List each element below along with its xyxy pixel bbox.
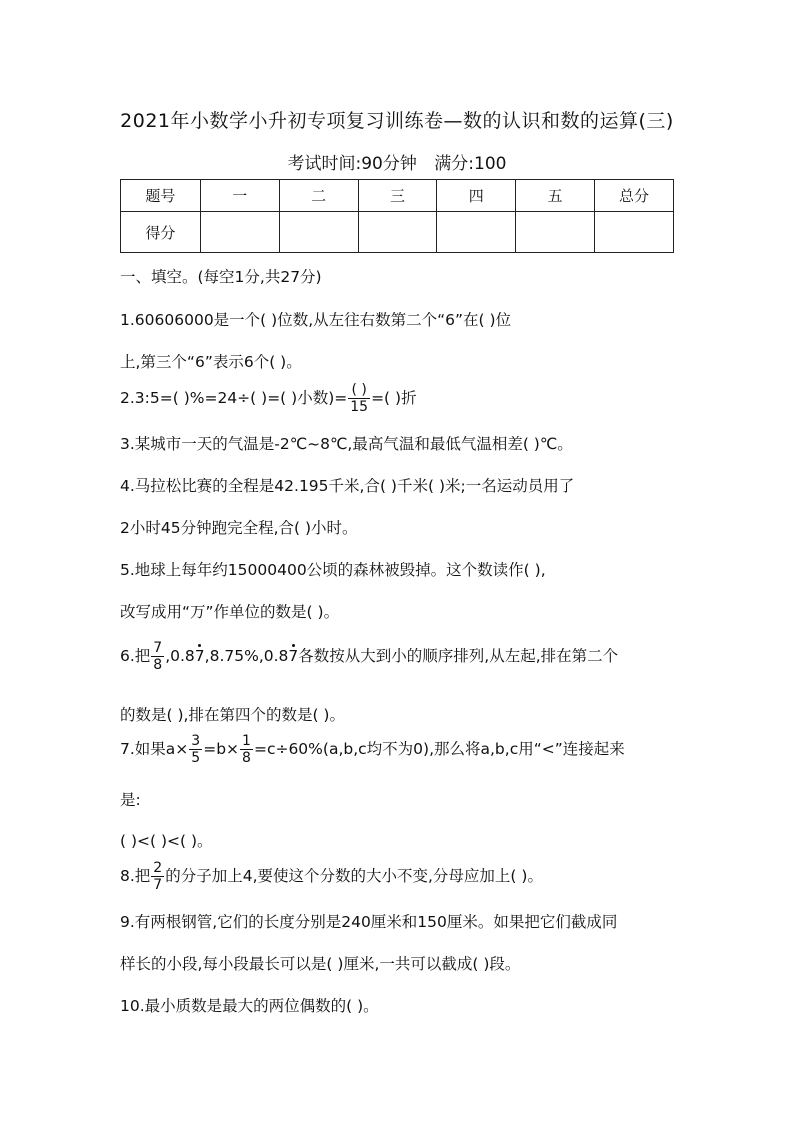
question-4-line-1: 4.马拉松比赛的全程是42.195千米,合( )千米( )米;一名运动员用了 [120, 477, 575, 495]
fraction-numerator: 2 [153, 860, 163, 876]
score-cell[interactable] [200, 212, 279, 253]
question-2-text-b: =( )折 [371, 389, 417, 407]
question-7-line-1 [120, 733, 625, 766]
question-7-fraction-2 [240, 733, 253, 766]
exam-time: 考试时间:90分钟 [287, 154, 417, 174]
question-7-fraction-1 [189, 733, 202, 766]
score-header-cell: 题号 [121, 180, 201, 212]
section1-heading: 一、填空。(每空1分,共27分) [120, 268, 322, 286]
fraction-denominator: 7 [153, 877, 163, 893]
question-8-fraction [151, 860, 164, 893]
fraction-numerator: 7 [153, 640, 163, 656]
fraction-numerator: ( ) [348, 382, 370, 399]
question-7-line-2: 是: [120, 791, 141, 809]
score-header-cell: 五 [516, 180, 595, 212]
question-6-line-2: 的数是( ),排在第四个的数是( )。 [120, 706, 345, 724]
repeating-digit: 7 [288, 647, 299, 665]
question-4-line-2: 2小时45分钟跑完全程,合( )小时。 [120, 519, 358, 537]
question-1-line-1: 1.60606000是一个( )位数,从左往右数第二个“6”在( )位 [120, 311, 512, 329]
score-header-cell: 四 [437, 180, 516, 212]
fraction-denominator: 15 [350, 399, 369, 415]
question-9-line-1: 9.有两根钢管,它们的长度分别是240厘米和150厘米。如果把它们截成同 [120, 913, 618, 931]
question-5-line-1: 5.地球上每年约15000400公顷的森林被毁掉。这个数读作( ), [120, 561, 546, 579]
question-6-text-pre: 6.把 [120, 647, 151, 665]
question-8-text-pre: 8.把 [120, 867, 151, 885]
score-cell[interactable] [595, 212, 674, 253]
score-table [120, 179, 674, 253]
fraction-numerator: 1 [242, 733, 251, 749]
question-6-text-2: ,8.75%,0.8 [204, 647, 289, 665]
question-2-text-a: 2.3:5=( )%=24÷( )=( )小数)= [120, 389, 348, 407]
score-header-cell: 二 [279, 180, 358, 212]
question-6-line-1 [120, 640, 618, 673]
question-3: 3.某城市一天的气温是-2℃~8℃,最高气温和最低气温相差( )℃。 [120, 435, 573, 453]
score-cell[interactable] [516, 212, 595, 253]
fraction-denominator: 5 [191, 750, 201, 766]
question-9-line-2: 样长的小段,每小段最长可以是( )厘米,一共可以截成( )段。 [120, 955, 521, 973]
question-2 [120, 382, 417, 415]
question-6-fraction [151, 640, 164, 673]
question-5-line-2: 改写成用“万”作单位的数是( )。 [120, 603, 340, 621]
exam-info [0, 149, 794, 174]
score-table-header-row [121, 180, 674, 212]
score-cell[interactable] [279, 212, 358, 253]
question-8-text-post: 的分子加上4,要使这个分数的大小不变,分母应加上( )。 [165, 867, 543, 885]
fraction-denominator: 8 [153, 657, 163, 673]
question-6-text-1: ,0.8 [165, 647, 195, 665]
exam-title: 2021年小数学小升初专项复习训练卷—数的认识和数的运算(三) [120, 110, 674, 132]
score-row-label: 得分 [121, 212, 201, 253]
score-cell[interactable] [358, 212, 437, 253]
score-header-cell: 三 [358, 180, 437, 212]
question-10: 10.最小质数是最大的两位偶数的( )。 [120, 997, 379, 1015]
question-7-text-mid: =b× [203, 740, 240, 758]
question-1-line-2: 上,第三个“6”表示6个( )。 [120, 353, 302, 371]
fraction-denominator: 8 [242, 750, 251, 766]
question-7-text-pre: 7.如果a× [120, 740, 189, 758]
question-7-line-3: ( )<( )<( )。 [120, 832, 213, 850]
score-header-cell: 总分 [595, 180, 674, 212]
question-7-text-post: =c÷60%(a,b,c均不为0),那么将a,b,c用“<”连接起来 [253, 740, 625, 758]
repeating-digit: 7 [194, 647, 205, 665]
question-8 [120, 860, 543, 893]
score-cell[interactable] [437, 212, 516, 253]
score-header-cell: 一 [200, 180, 279, 212]
question-2-fraction [348, 382, 370, 415]
score-table-score-row [121, 212, 674, 253]
question-6-text-post: 各数按从大到小的顺序排列,从左起,排在第二个 [298, 647, 619, 665]
full-marks: 满分:100 [434, 154, 507, 174]
fraction-numerator: 3 [191, 733, 201, 749]
